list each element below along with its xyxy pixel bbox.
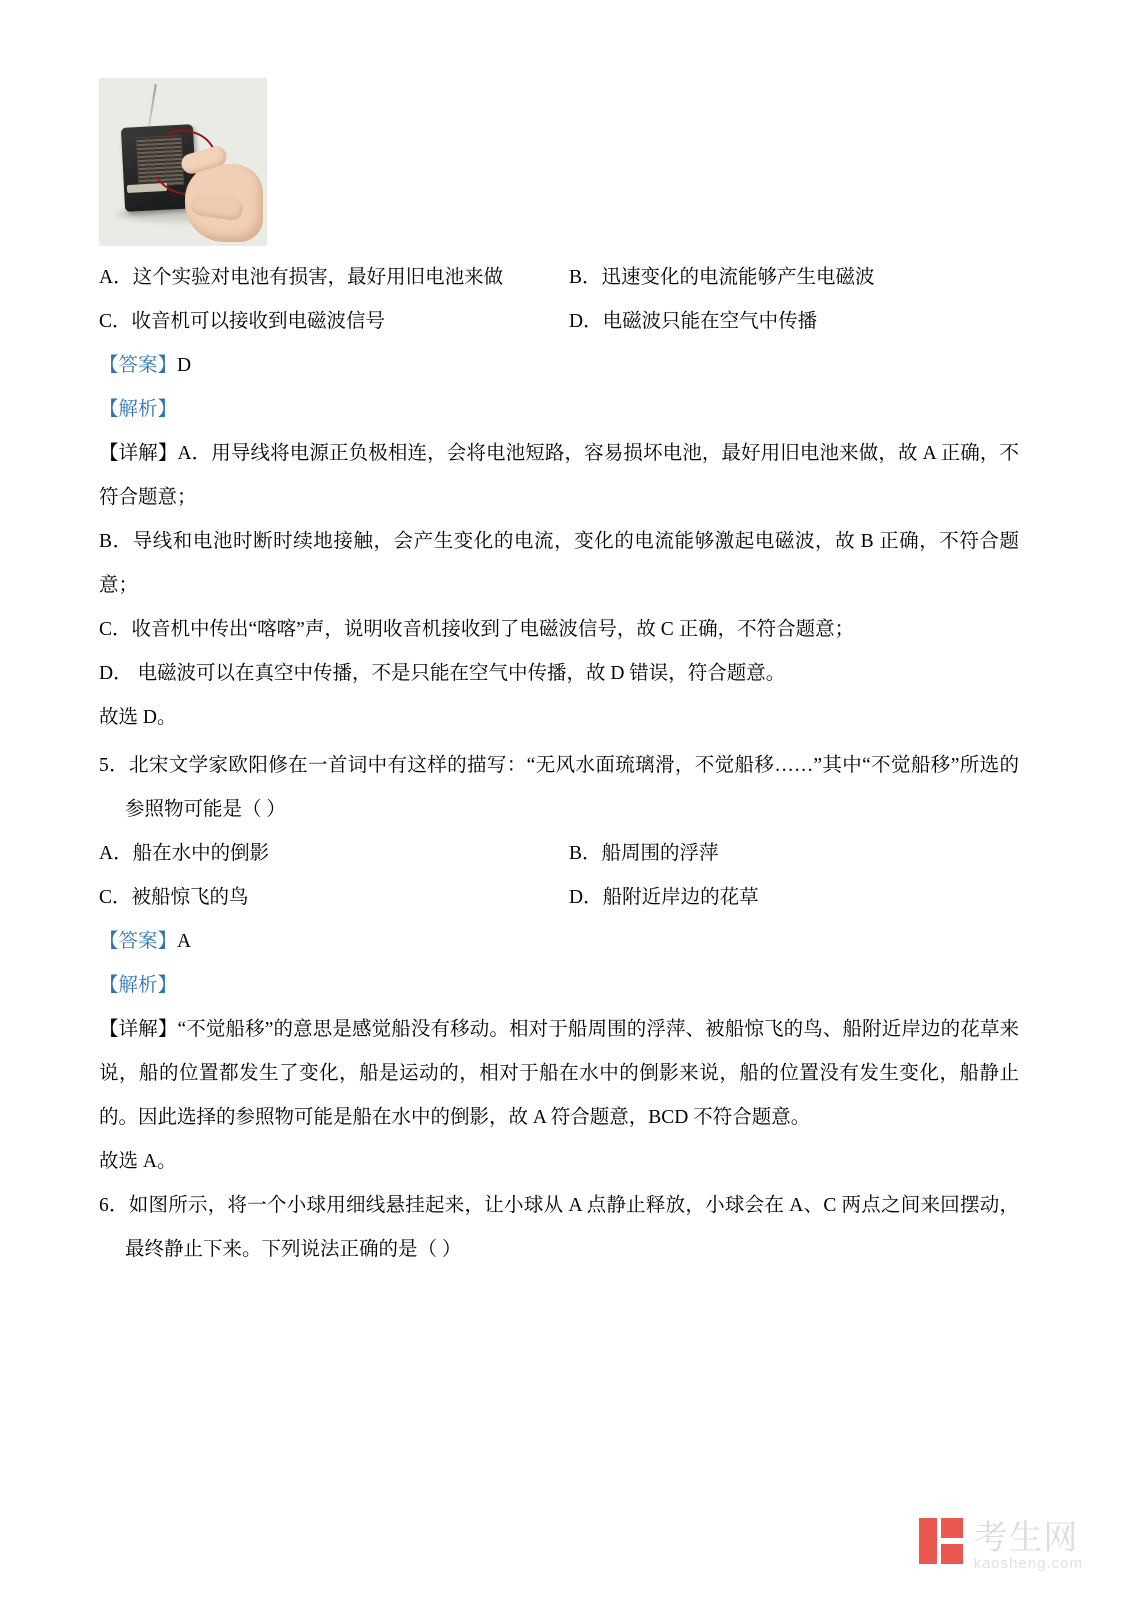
q5-answer-value: A <box>177 931 192 952</box>
q4-option-b: B．迅速变化的电流能够产生电磁波 <box>569 267 875 288</box>
antenna-icon <box>147 84 156 132</box>
q5-option-d: D．船附近岸边的花草 <box>569 887 759 908</box>
figure-illustration <box>99 78 267 246</box>
logo-bar-bottom-right <box>941 1544 963 1564</box>
q4-option-d: D．电磁波只能在空气中传播 <box>569 311 818 332</box>
document-content <box>99 78 1019 1272</box>
q5-answer-label: 【答案】 <box>99 931 178 952</box>
logo-bar-top-right <box>941 1518 963 1538</box>
kaosheng-logo-icon <box>919 1518 963 1564</box>
q4-detail-3: C．收音机中传出“喀喀”声，说明收音机接收到了电磁波信号，故 C 正确，不符合题意； <box>99 619 855 640</box>
q5-analysis-label: 【解析】 <box>99 975 178 996</box>
q4-options-row-1 <box>99 256 1019 300</box>
q4-detail-4: D． 电磁波可以在真空中传播，不是只能在空气中传播，故 D 错误，符合题意。 <box>99 663 786 684</box>
q5-detail-1: 【详解】“不觉船移”的意思是感觉船没有移动。相对于船周围的浮萍、被船惊飞的鸟、船附近岸边的花草来说，船的位置都发生了变化，船是运动的，相对于船在水中的倒影来说，船的位置没有发生变化，船静止的。因此选择的参照物可能是船在水中的倒影，故 A 符合题意，BCD 不符合题意。 <box>99 1019 1019 1128</box>
radio-experiment-image <box>99 78 267 246</box>
q5-stem: 5．北宋文学家欧阳修在一首词中有这样的描写：“无风水面琉璃滑，不觉船移……”其中“不觉船移”所选的参照物可能是（ ） <box>99 755 1019 820</box>
q5-option-b: B．船周围的浮萍 <box>569 843 719 864</box>
q5-conclusion: 故选 A。 <box>99 1151 177 1172</box>
q4-option-a: A．这个实验对电池有损害，最好用旧电池来做 <box>99 267 504 288</box>
q5-option-c: C．被船惊飞的鸟 <box>99 887 249 908</box>
q6-stem: 6．如图所示，将一个小球用细线悬挂起来，让小球从 A 点静止释放，小球会在 A、C 两点之间来回摆动，最终静止下来。下列说法正确的是（ ） <box>99 1195 1019 1260</box>
q5-answer-line <box>99 920 1019 964</box>
q4-detail-2: B．导线和电池时断时续地接触，会产生变化的电流，变化的电流能够激起电磁波，故 B 正确，不符合题意； <box>99 531 1019 596</box>
watermark-title: 考生网 <box>973 1519 1079 1557</box>
q4-conclusion: 故选 D。 <box>99 707 177 728</box>
q5-option-a: A．船在水中的倒影 <box>99 843 270 864</box>
q4-option-c: C．收音机可以接收到电磁波信号 <box>99 311 386 332</box>
watermark <box>919 1510 1083 1572</box>
q4-analysis-label: 【解析】 <box>99 399 178 420</box>
q5-options-row-2 <box>99 876 1019 920</box>
watermark-subtitle: kaosheng.com <box>973 1555 1083 1572</box>
q4-detail-1: 【详解】A．用导线将电源正负极相连，会将电池短路，容易损坏电池，最好用旧电池来做，故 A 正确，不符合题意； <box>99 443 1019 508</box>
watermark-text-block <box>973 1510 1083 1572</box>
q4-options-row-2 <box>99 300 1019 344</box>
q4-answer-label: 【答案】 <box>99 355 178 376</box>
q4-answer-line <box>99 344 1019 388</box>
logo-bar-left <box>919 1518 937 1564</box>
q5-options-row-1 <box>99 832 1019 876</box>
q4-answer-value: D <box>177 355 192 376</box>
